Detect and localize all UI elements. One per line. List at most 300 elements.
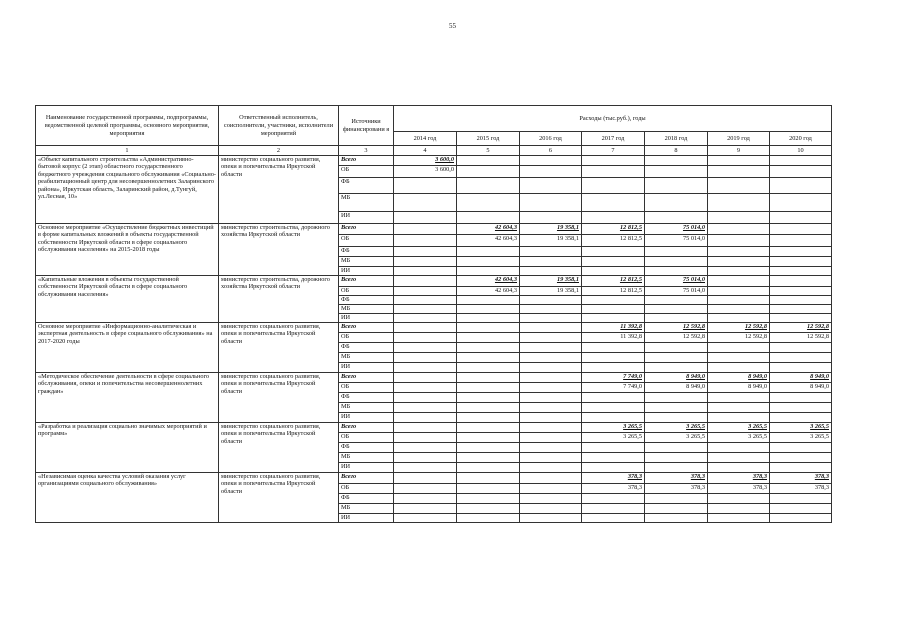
responsible-executor: министерство социального развития, опеки и попечительства Иркутской области bbox=[219, 323, 339, 373]
funding-source: ОБ bbox=[339, 333, 394, 343]
expense-value bbox=[394, 333, 457, 343]
expense-value: 3 600,0 bbox=[394, 156, 457, 166]
expense-value bbox=[645, 178, 708, 194]
expense-value: 3 265,5 bbox=[708, 433, 770, 443]
expense-value bbox=[770, 413, 832, 423]
expense-value: 12 592,8 bbox=[708, 333, 770, 343]
expense-value bbox=[708, 343, 770, 353]
expense-value bbox=[770, 514, 832, 523]
expense-value bbox=[394, 403, 457, 413]
expense-value bbox=[645, 393, 708, 403]
expense-value bbox=[520, 353, 582, 363]
expense-value bbox=[582, 178, 645, 194]
expense-value bbox=[457, 323, 520, 333]
expense-value: 75 014,0 bbox=[645, 287, 708, 296]
expense-value bbox=[520, 305, 582, 314]
expense-value bbox=[520, 212, 582, 224]
header-year: 2018 год bbox=[645, 132, 708, 146]
expense-value: 8 949,0 bbox=[770, 373, 832, 383]
expense-value bbox=[645, 504, 708, 514]
expense-value bbox=[708, 194, 770, 212]
funding-source: ФБ bbox=[339, 296, 394, 305]
expense-value bbox=[645, 413, 708, 423]
expense-value bbox=[520, 443, 582, 453]
expense-value bbox=[394, 178, 457, 194]
expense-value: 378,3 bbox=[645, 473, 708, 484]
expense-value bbox=[457, 433, 520, 443]
expense-value bbox=[457, 296, 520, 305]
expense-value bbox=[394, 296, 457, 305]
event-name: «Объект капитального строительства «Административно-бытовой корпус (2 этап) областного государственного бюджетного учреждения социального обслуживания «Социально-реабилитационный центр для несовершеннолетних Заларинского района», Иркутская область, Заларинский район, д.Тунгуй, ул.Лесная, 10» bbox=[36, 156, 219, 224]
expense-value bbox=[520, 296, 582, 305]
expense-value bbox=[770, 463, 832, 473]
expense-value bbox=[582, 305, 645, 314]
expense-value bbox=[457, 504, 520, 514]
expense-value bbox=[770, 235, 832, 247]
expense-value bbox=[457, 463, 520, 473]
expense-value bbox=[770, 178, 832, 194]
column-number: 8 bbox=[645, 146, 708, 156]
expense-value bbox=[457, 257, 520, 267]
expense-value bbox=[770, 453, 832, 463]
expense-value bbox=[770, 443, 832, 453]
expense-value bbox=[582, 504, 645, 514]
expense-value bbox=[770, 305, 832, 314]
expense-value bbox=[770, 296, 832, 305]
expense-value bbox=[520, 323, 582, 333]
expense-value bbox=[457, 443, 520, 453]
expense-value bbox=[645, 247, 708, 257]
expense-value bbox=[708, 257, 770, 267]
expense-value bbox=[645, 403, 708, 413]
expense-value bbox=[520, 484, 582, 494]
column-number: 7 bbox=[582, 146, 645, 156]
expense-value bbox=[394, 235, 457, 247]
expense-value: 3 265,5 bbox=[582, 433, 645, 443]
expense-value bbox=[457, 267, 520, 276]
funding-source: ИИ bbox=[339, 363, 394, 373]
expense-value bbox=[520, 463, 582, 473]
expense-value bbox=[520, 178, 582, 194]
expense-value bbox=[645, 353, 708, 363]
expense-value bbox=[394, 443, 457, 453]
expense-value bbox=[582, 267, 645, 276]
expense-value bbox=[457, 333, 520, 343]
expense-value bbox=[394, 276, 457, 287]
funding-source: Всего bbox=[339, 276, 394, 287]
expense-value: 378,3 bbox=[582, 473, 645, 484]
expense-value bbox=[520, 413, 582, 423]
expense-value bbox=[457, 403, 520, 413]
funding-source: Всего bbox=[339, 156, 394, 166]
expense-value bbox=[394, 267, 457, 276]
funding-source: МБ bbox=[339, 353, 394, 363]
funding-source: Всего bbox=[339, 423, 394, 433]
expense-value bbox=[708, 353, 770, 363]
expense-value bbox=[582, 296, 645, 305]
expense-value bbox=[708, 494, 770, 504]
expense-value bbox=[770, 393, 832, 403]
expense-value: 11 392,8 bbox=[582, 323, 645, 333]
expense-value: 19 358,1 bbox=[520, 276, 582, 287]
expense-value: 8 949,0 bbox=[645, 383, 708, 393]
event-name: «Методическое обеспечение деятельности в сфере социального обслуживания, опеки и попечительства несовершеннолетних граждан» bbox=[36, 373, 219, 423]
column-number: 9 bbox=[708, 146, 770, 156]
expense-value bbox=[394, 314, 457, 323]
expense-value bbox=[457, 194, 520, 212]
expense-value: 12 592,8 bbox=[645, 333, 708, 343]
responsible-executor: министерство социального развития, опеки и попечительства Иркутской области bbox=[219, 156, 339, 224]
expense-value bbox=[394, 433, 457, 443]
expense-value bbox=[708, 156, 770, 166]
event-name: «Независимая оценка качества условий оказания услуг организациями социального обслуживания» bbox=[36, 473, 219, 523]
page-number: 55 bbox=[449, 22, 456, 30]
expense-value bbox=[770, 403, 832, 413]
expense-value: 12 812,5 bbox=[582, 224, 645, 235]
expense-value: 12 812,5 bbox=[582, 235, 645, 247]
expense-value: 42 604,3 bbox=[457, 235, 520, 247]
expense-value: 12 592,8 bbox=[770, 333, 832, 343]
expense-value bbox=[708, 443, 770, 453]
expense-value bbox=[457, 363, 520, 373]
expense-value bbox=[394, 224, 457, 235]
expense-value bbox=[770, 224, 832, 235]
expense-value bbox=[708, 296, 770, 305]
expense-value bbox=[582, 463, 645, 473]
funding-source: ФБ bbox=[339, 393, 394, 403]
expense-value bbox=[708, 166, 770, 178]
expense-value: 3 265,5 bbox=[645, 423, 708, 433]
expense-value: 3 265,5 bbox=[708, 423, 770, 433]
expense-value bbox=[645, 443, 708, 453]
funding-source: ИИ bbox=[339, 212, 394, 224]
expense-value bbox=[457, 494, 520, 504]
expense-value bbox=[394, 453, 457, 463]
expense-value: 8 949,0 bbox=[770, 383, 832, 393]
expense-value bbox=[582, 156, 645, 166]
column-number: 3 bbox=[339, 146, 394, 156]
expense-value bbox=[645, 296, 708, 305]
funding-source: ИИ bbox=[339, 267, 394, 276]
expense-value bbox=[394, 473, 457, 484]
expense-value bbox=[394, 423, 457, 433]
header-expenses: Расходы (тыс.руб.), годы bbox=[394, 106, 832, 132]
expense-value bbox=[645, 453, 708, 463]
expense-value bbox=[457, 393, 520, 403]
expense-value bbox=[394, 194, 457, 212]
expense-value bbox=[520, 194, 582, 212]
expense-value: 42 604,3 bbox=[457, 287, 520, 296]
funding-source: ФБ bbox=[339, 247, 394, 257]
expense-value bbox=[520, 314, 582, 323]
expense-value: 75 014,0 bbox=[645, 235, 708, 247]
expense-value bbox=[708, 235, 770, 247]
event-name: Основное мероприятие «Осуществление бюджетных инвестиций в форме капитальных вложений в объекты государственной собственности Иркутской области в сфере социального обслуживания населения» на 2015-2018 годы bbox=[36, 224, 219, 276]
event-name: «Капитальные вложения в объекты государственной собственности Иркутской области в сфере социального обслуживания населения» bbox=[36, 276, 219, 323]
expense-value bbox=[394, 247, 457, 257]
expense-value: 75 014,0 bbox=[645, 224, 708, 235]
expense-value bbox=[520, 494, 582, 504]
expense-value bbox=[457, 212, 520, 224]
expense-value bbox=[582, 247, 645, 257]
expense-value: 378,3 bbox=[582, 484, 645, 494]
expense-value: 12 812,5 bbox=[582, 287, 645, 296]
expense-value: 7 749,0 bbox=[582, 383, 645, 393]
expense-value bbox=[457, 373, 520, 383]
expense-value bbox=[708, 267, 770, 276]
expense-value bbox=[394, 323, 457, 333]
funding-source: ФБ bbox=[339, 178, 394, 194]
expense-value bbox=[770, 267, 832, 276]
expense-value: 12 812,5 bbox=[582, 276, 645, 287]
expense-value bbox=[582, 194, 645, 212]
expense-value bbox=[582, 413, 645, 423]
header-year: 2016 год bbox=[520, 132, 582, 146]
responsible-executor: министерство социального развития, опеки и попечительства Иркутской области bbox=[219, 373, 339, 423]
expense-value bbox=[708, 514, 770, 523]
expense-value bbox=[520, 257, 582, 267]
funding-source: МБ bbox=[339, 257, 394, 267]
expense-value bbox=[770, 314, 832, 323]
expense-value bbox=[457, 247, 520, 257]
expense-value: 75 014,0 bbox=[645, 276, 708, 287]
expense-value bbox=[645, 494, 708, 504]
funding-source: Всего bbox=[339, 224, 394, 235]
header-year: 2020 год bbox=[770, 132, 832, 146]
expense-value bbox=[645, 343, 708, 353]
expense-value bbox=[582, 393, 645, 403]
expense-value: 42 604,3 bbox=[457, 224, 520, 235]
expense-value: 3 265,5 bbox=[582, 423, 645, 433]
expense-value bbox=[770, 343, 832, 353]
event-name: Основное мероприятие «Информационно-аналитическая и экспертная деятельность в сфере социального обслуживания» на 2017-2020 годы bbox=[36, 323, 219, 373]
expense-value bbox=[394, 212, 457, 224]
expense-value: 3 265,5 bbox=[645, 433, 708, 443]
expense-value bbox=[457, 514, 520, 523]
expense-value: 7 749,0 bbox=[582, 373, 645, 383]
expense-value: 3 265,5 bbox=[770, 423, 832, 433]
expense-value bbox=[457, 453, 520, 463]
funding-source: ФБ bbox=[339, 494, 394, 504]
expense-value bbox=[394, 494, 457, 504]
funding-source: МБ bbox=[339, 453, 394, 463]
header-year: 2015 год bbox=[457, 132, 520, 146]
expense-value bbox=[520, 514, 582, 523]
responsible-executor: министерство социального развития, опеки и попечительства Иркутской области bbox=[219, 473, 339, 523]
header-year: 2014 год bbox=[394, 132, 457, 146]
expense-value bbox=[394, 484, 457, 494]
funding-source: ФБ bbox=[339, 443, 394, 453]
expense-value: 8 949,0 bbox=[645, 373, 708, 383]
expense-value bbox=[394, 463, 457, 473]
expense-value bbox=[645, 463, 708, 473]
header-source: Источники финансировани я bbox=[339, 106, 394, 146]
expense-value bbox=[708, 403, 770, 413]
expense-value: 8 949,0 bbox=[708, 383, 770, 393]
expense-value bbox=[520, 383, 582, 393]
expense-value bbox=[582, 166, 645, 178]
expense-value: 8 949,0 bbox=[708, 373, 770, 383]
expense-value bbox=[520, 343, 582, 353]
header-year: 2017 год bbox=[582, 132, 645, 146]
expense-value bbox=[520, 403, 582, 413]
expense-value bbox=[520, 166, 582, 178]
column-number: 6 bbox=[520, 146, 582, 156]
expense-value bbox=[394, 514, 457, 523]
expense-value bbox=[770, 363, 832, 373]
expense-value bbox=[645, 194, 708, 212]
header-year: 2019 год bbox=[708, 132, 770, 146]
expense-value bbox=[394, 257, 457, 267]
expense-value bbox=[770, 494, 832, 504]
expense-value bbox=[394, 383, 457, 393]
expense-value bbox=[394, 504, 457, 514]
table-row bbox=[36, 373, 832, 383]
expense-value bbox=[708, 363, 770, 373]
expense-value: 378,3 bbox=[708, 484, 770, 494]
funding-source: ФБ bbox=[339, 343, 394, 353]
expense-value bbox=[582, 343, 645, 353]
expense-value bbox=[708, 453, 770, 463]
expense-value bbox=[520, 504, 582, 514]
expense-value: 3 265,5 bbox=[770, 433, 832, 443]
expense-value: 378,3 bbox=[770, 473, 832, 484]
responsible-executor: министерство строительства, дорожного хозяйства Иркутской области bbox=[219, 224, 339, 276]
funding-source: ИИ bbox=[339, 463, 394, 473]
expense-value bbox=[708, 276, 770, 287]
expense-value bbox=[394, 393, 457, 403]
expense-value bbox=[457, 413, 520, 423]
expense-value bbox=[708, 305, 770, 314]
expense-value bbox=[708, 504, 770, 514]
expense-value bbox=[708, 224, 770, 235]
column-number: 5 bbox=[457, 146, 520, 156]
event-name: «Разработка и реализация социально значимых мероприятий и программ» bbox=[36, 423, 219, 473]
funding-source: Всего bbox=[339, 323, 394, 333]
funding-source: ОБ bbox=[339, 383, 394, 393]
funding-source: ОБ bbox=[339, 484, 394, 494]
funding-source: Всего bbox=[339, 473, 394, 484]
expense-value bbox=[708, 178, 770, 194]
expense-value bbox=[582, 212, 645, 224]
table-row bbox=[36, 423, 832, 433]
expense-value: 378,3 bbox=[645, 484, 708, 494]
expense-value bbox=[770, 276, 832, 287]
funding-source: МБ bbox=[339, 504, 394, 514]
table-row bbox=[36, 224, 832, 235]
expense-value bbox=[770, 156, 832, 166]
column-number: 4 bbox=[394, 146, 457, 156]
expense-value bbox=[520, 453, 582, 463]
expense-value bbox=[582, 257, 645, 267]
expense-value bbox=[708, 212, 770, 224]
expense-value bbox=[457, 305, 520, 314]
table-row bbox=[36, 276, 832, 287]
funding-source: МБ bbox=[339, 403, 394, 413]
funding-source: ИИ bbox=[339, 314, 394, 323]
expense-value bbox=[708, 247, 770, 257]
expense-value bbox=[457, 383, 520, 393]
column-number: 10 bbox=[770, 146, 832, 156]
funding-source: ОБ bbox=[339, 433, 394, 443]
responsible-executor: министерство строительства, дорожного хозяйства Иркутской области bbox=[219, 276, 339, 323]
expense-value bbox=[770, 287, 832, 296]
expense-value bbox=[770, 247, 832, 257]
funding-source: ОБ bbox=[339, 166, 394, 178]
expense-value: 12 592,8 bbox=[770, 323, 832, 333]
expense-value bbox=[520, 363, 582, 373]
expense-value bbox=[645, 257, 708, 267]
expense-value bbox=[645, 363, 708, 373]
expense-value: 19 358,1 bbox=[520, 287, 582, 296]
expense-value bbox=[520, 473, 582, 484]
expense-value: 12 592,8 bbox=[708, 323, 770, 333]
expense-value: 11 392,8 bbox=[582, 333, 645, 343]
expense-value bbox=[645, 305, 708, 314]
header-responsible: Ответственный исполнитель, соисполнители, участники, исполнители мероприятий bbox=[219, 106, 339, 146]
expense-value bbox=[645, 212, 708, 224]
expense-value bbox=[770, 166, 832, 178]
expense-value bbox=[645, 156, 708, 166]
expense-value bbox=[520, 333, 582, 343]
expense-value bbox=[770, 212, 832, 224]
expense-value bbox=[394, 373, 457, 383]
expense-value bbox=[645, 267, 708, 276]
header-name: Наименование государственной программы, подпрограммы, ведомственной целевой программы, основного мероприятия, мероприятия bbox=[36, 106, 219, 146]
funding-source: МБ bbox=[339, 305, 394, 314]
expense-value bbox=[582, 494, 645, 504]
expense-value bbox=[645, 314, 708, 323]
expense-value bbox=[645, 166, 708, 178]
expense-value bbox=[770, 257, 832, 267]
expense-value bbox=[394, 353, 457, 363]
expense-value: 378,3 bbox=[708, 473, 770, 484]
expense-value bbox=[582, 514, 645, 523]
expense-value bbox=[582, 314, 645, 323]
column-number: 2 bbox=[219, 146, 339, 156]
funding-source: Всего bbox=[339, 373, 394, 383]
expense-value bbox=[457, 423, 520, 433]
expense-value: 12 592,8 bbox=[645, 323, 708, 333]
expense-value bbox=[457, 314, 520, 323]
expense-value bbox=[582, 453, 645, 463]
expense-value bbox=[520, 156, 582, 166]
expense-value bbox=[582, 363, 645, 373]
expense-value bbox=[708, 463, 770, 473]
expense-value bbox=[708, 287, 770, 296]
expense-value bbox=[457, 166, 520, 178]
expense-value bbox=[457, 484, 520, 494]
expense-value bbox=[457, 178, 520, 194]
expense-value bbox=[394, 363, 457, 373]
expense-value bbox=[770, 194, 832, 212]
expense-value bbox=[457, 353, 520, 363]
expense-value bbox=[582, 353, 645, 363]
funding-source: ОБ bbox=[339, 235, 394, 247]
expense-value bbox=[520, 267, 582, 276]
funding-source: ИИ bbox=[339, 514, 394, 523]
expense-value bbox=[645, 514, 708, 523]
expense-value: 378,3 bbox=[770, 484, 832, 494]
expense-value bbox=[520, 373, 582, 383]
expense-value bbox=[394, 305, 457, 314]
expense-value: 42 604,3 bbox=[457, 276, 520, 287]
expense-value bbox=[708, 393, 770, 403]
expense-value bbox=[520, 247, 582, 257]
expense-value bbox=[708, 413, 770, 423]
expenditure-table bbox=[35, 105, 832, 523]
funding-source: ИИ bbox=[339, 413, 394, 423]
